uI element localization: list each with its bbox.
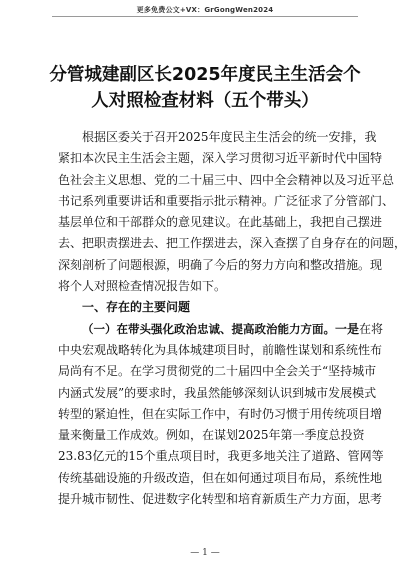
subsection-paragraph [58, 319, 384, 511]
subsection-heading: （一）在带头强化政治忠诚、提高政治能力方面。 [82, 321, 335, 336]
subsection-lead: 一是 [335, 321, 360, 336]
intro-line: 色社会主义思想、党的二十届三中、四中全会精神以及习近平总 [58, 172, 395, 187]
document-body [58, 127, 407, 510]
body-line: 23.83亿元的15个重点项目时，我更多地关注了道路、管网等 [58, 449, 384, 464]
intro-line: 书记系列重要讲话和重要指示批示精神。广泛征求了分管部门、 [58, 193, 395, 208]
intro-line: 深刻剖析了问题根源，明确了今后的努力方向和整改措施。现 [58, 257, 383, 272]
body-line: 局尚有不足。在学习贯彻党的二十届四中全会关于“坚持城市 [58, 364, 377, 379]
title-line-1: 分管城建副区长2025年度民主生活会个 [49, 65, 361, 85]
body-line: 提升城市韧性、促进数字化转型和培育新质生产力方面，思考 [58, 492, 383, 507]
body-line: 内涵式发展”的要求时，我虽然能够深刻认识到城市发展模式 [58, 385, 377, 400]
body-line: 中央宏观战略转化为具体城建项目时，前瞻性谋划和系统性布 [58, 342, 383, 357]
intro-line: 根据区委关于召开2025年度民主生活会的统一安排，我 [82, 130, 377, 144]
header-divider [52, 16, 358, 17]
intro-line: 将个人对照检查情况报告如下。 [58, 279, 227, 294]
section-heading: 一、存在的主要问题 [82, 300, 191, 315]
body-line: 转型的紧迫性，但在实际工作中，有时仍习惯于用传统项目增 [58, 406, 383, 421]
subsection-first-line [58, 319, 384, 340]
body-line: 传统基础设施的升级改造，但在如何通过项目布局，系统性地 [58, 470, 383, 485]
title-line-2: 人对照检查材料（五个带头） [91, 91, 319, 111]
intro-line: 基层单位和干部群众的意见建议。在此基础上，我把自己摆进 [58, 215, 383, 230]
subsection-first-tail: 在将 [359, 321, 384, 336]
body-line: 量来衡量工作成效。例如，在谋划2025年第一季度总投资 [58, 428, 365, 443]
intro-paragraph [58, 127, 407, 297]
page-number: — 1 — [190, 548, 220, 558]
intro-line: 紧扣本次民主生活会主题，深入学习贯彻习近平新时代中国特 [58, 151, 383, 166]
intro-line: 去、把职责摆进去、把工作摆进去，深入查摆了自身存在的问题， [58, 236, 407, 251]
header-banner: 更多免费公文+VX：GrGongWen2024 [136, 6, 274, 14]
document-title [40, 62, 370, 114]
